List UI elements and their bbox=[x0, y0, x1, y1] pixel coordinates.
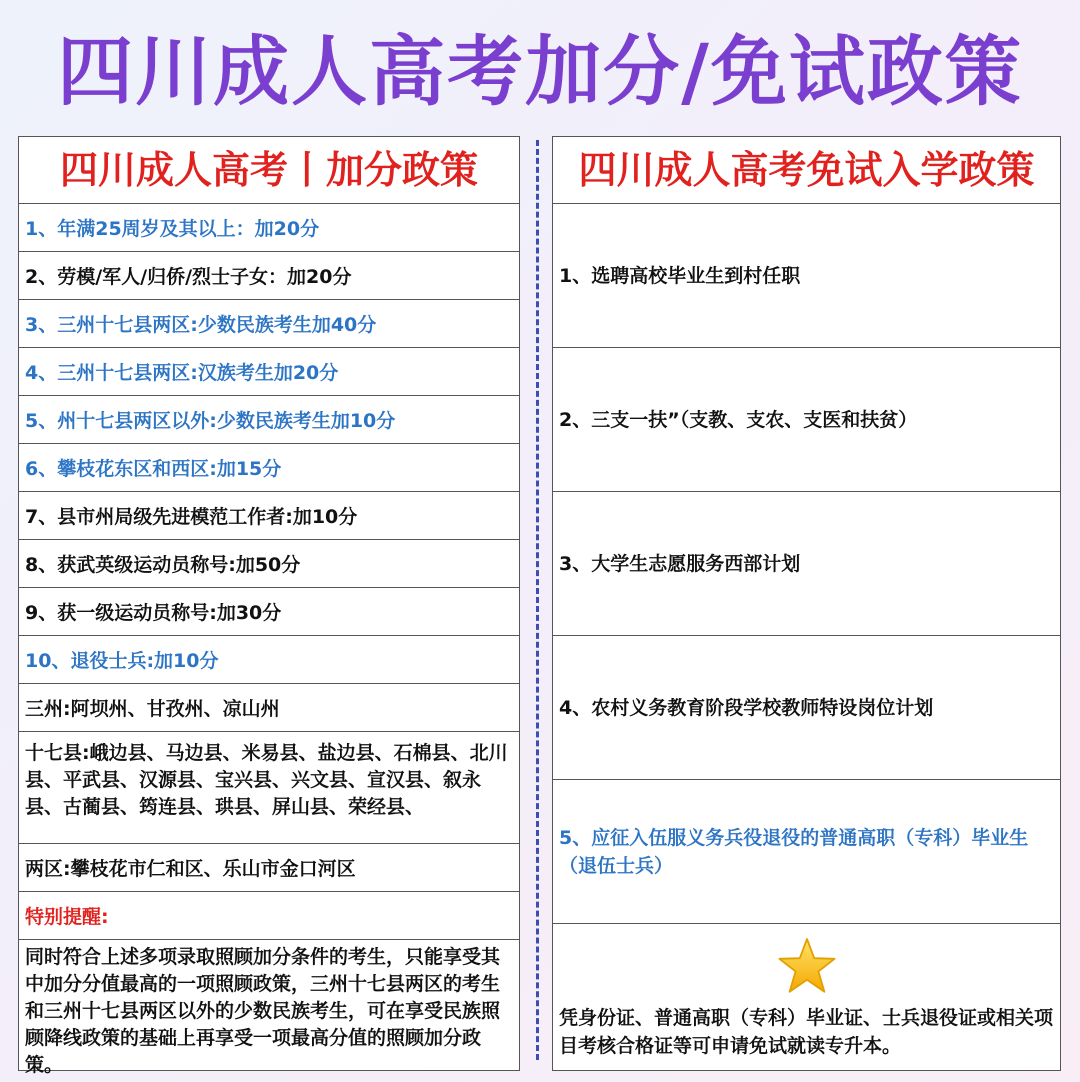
exemption-note-block bbox=[553, 924, 1060, 1068]
bonus-item-10: 10、退役士兵:加10分 bbox=[19, 636, 519, 684]
column-divider bbox=[536, 140, 539, 1060]
two-districts-note: 两区:攀枝花市仁和区、乐山市金口河区 bbox=[19, 844, 519, 892]
exemption-item-2: 2、三支一扶”（支教、支农、支医和扶贫） bbox=[553, 348, 1060, 492]
bonus-item-7: 7、县市州局级先进模范工作者:加10分 bbox=[19, 492, 519, 540]
reminder-label: 特别提醒: bbox=[19, 892, 519, 940]
exemption-item-1: 1、选聘高校毕业生到村任职 bbox=[553, 204, 1060, 348]
bonus-policy-heading: 四川成人高考丨加分政策 bbox=[19, 137, 519, 204]
exemption-policy-panel bbox=[552, 136, 1061, 1071]
bonus-item-2: 2、劳模/军人/归侨/烈士子女：加20分 bbox=[19, 252, 519, 300]
exemption-policy-heading: 四川成人高考免试入学政策 bbox=[553, 137, 1060, 204]
three-states-note: 三州:阿坝州、甘孜州、凉山州 bbox=[19, 684, 519, 732]
bonus-item-9: 9、获一级运动员称号:加30分 bbox=[19, 588, 519, 636]
bonus-item-5: 5、州十七县两区以外:少数民族考生加10分 bbox=[19, 396, 519, 444]
bonus-item-1: 1、年满25周岁及其以上：加20分 bbox=[19, 204, 519, 252]
exemption-item-3: 3、大学生志愿服务西部计划 bbox=[553, 492, 1060, 636]
reminder-text: 同时符合上述多项录取照顾加分条件的考生，只能享受其中加分分值最高的一项照顾政策，三州十七县两区的考生和三州十七县两区以外的少数民族考生，可在享受民族照顾降线政策的基础上再享受一项最高分值的照顾加分政策。 bbox=[25, 946, 501, 1076]
bonus-item-8: 8、获武英级运动员称号:加50分 bbox=[19, 540, 519, 588]
bonus-item-4: 4、三州十七县两区:汉族考生加20分 bbox=[19, 348, 519, 396]
bonus-item-6: 6、攀枝花东区和西区:加15分 bbox=[19, 444, 519, 492]
star-icon bbox=[777, 936, 837, 996]
exemption-note: 凭身份证、普通高职（专科）毕业证、士兵退役证或相关项目考核合格证等可申请免试就读专升本。 bbox=[559, 1007, 1054, 1057]
bonus-policy-panel bbox=[18, 136, 520, 1076]
exemption-item-4: 4、农村义务教育阶段学校教师特设岗位计划 bbox=[553, 636, 1060, 780]
seventeen-counties-note: 十七县:峨边县、马边县、米易县、盐边县、石棉县、北川县、平武县、汉源县、宝兴县、兴文县、宣汉县、叙永县、古蔺县、筠连县、珙县、屏山县、荣经县、 bbox=[19, 732, 519, 844]
bonus-item-3: 3、三州十七县两区:少数民族考生加40分 bbox=[19, 300, 519, 348]
page-title: 四川成人高考加分/免试政策 bbox=[57, 27, 1023, 116]
exemption-item-5: 5、应征入伍服义务兵役退役的普通高职（专科）毕业生（退伍士兵） bbox=[553, 780, 1060, 924]
